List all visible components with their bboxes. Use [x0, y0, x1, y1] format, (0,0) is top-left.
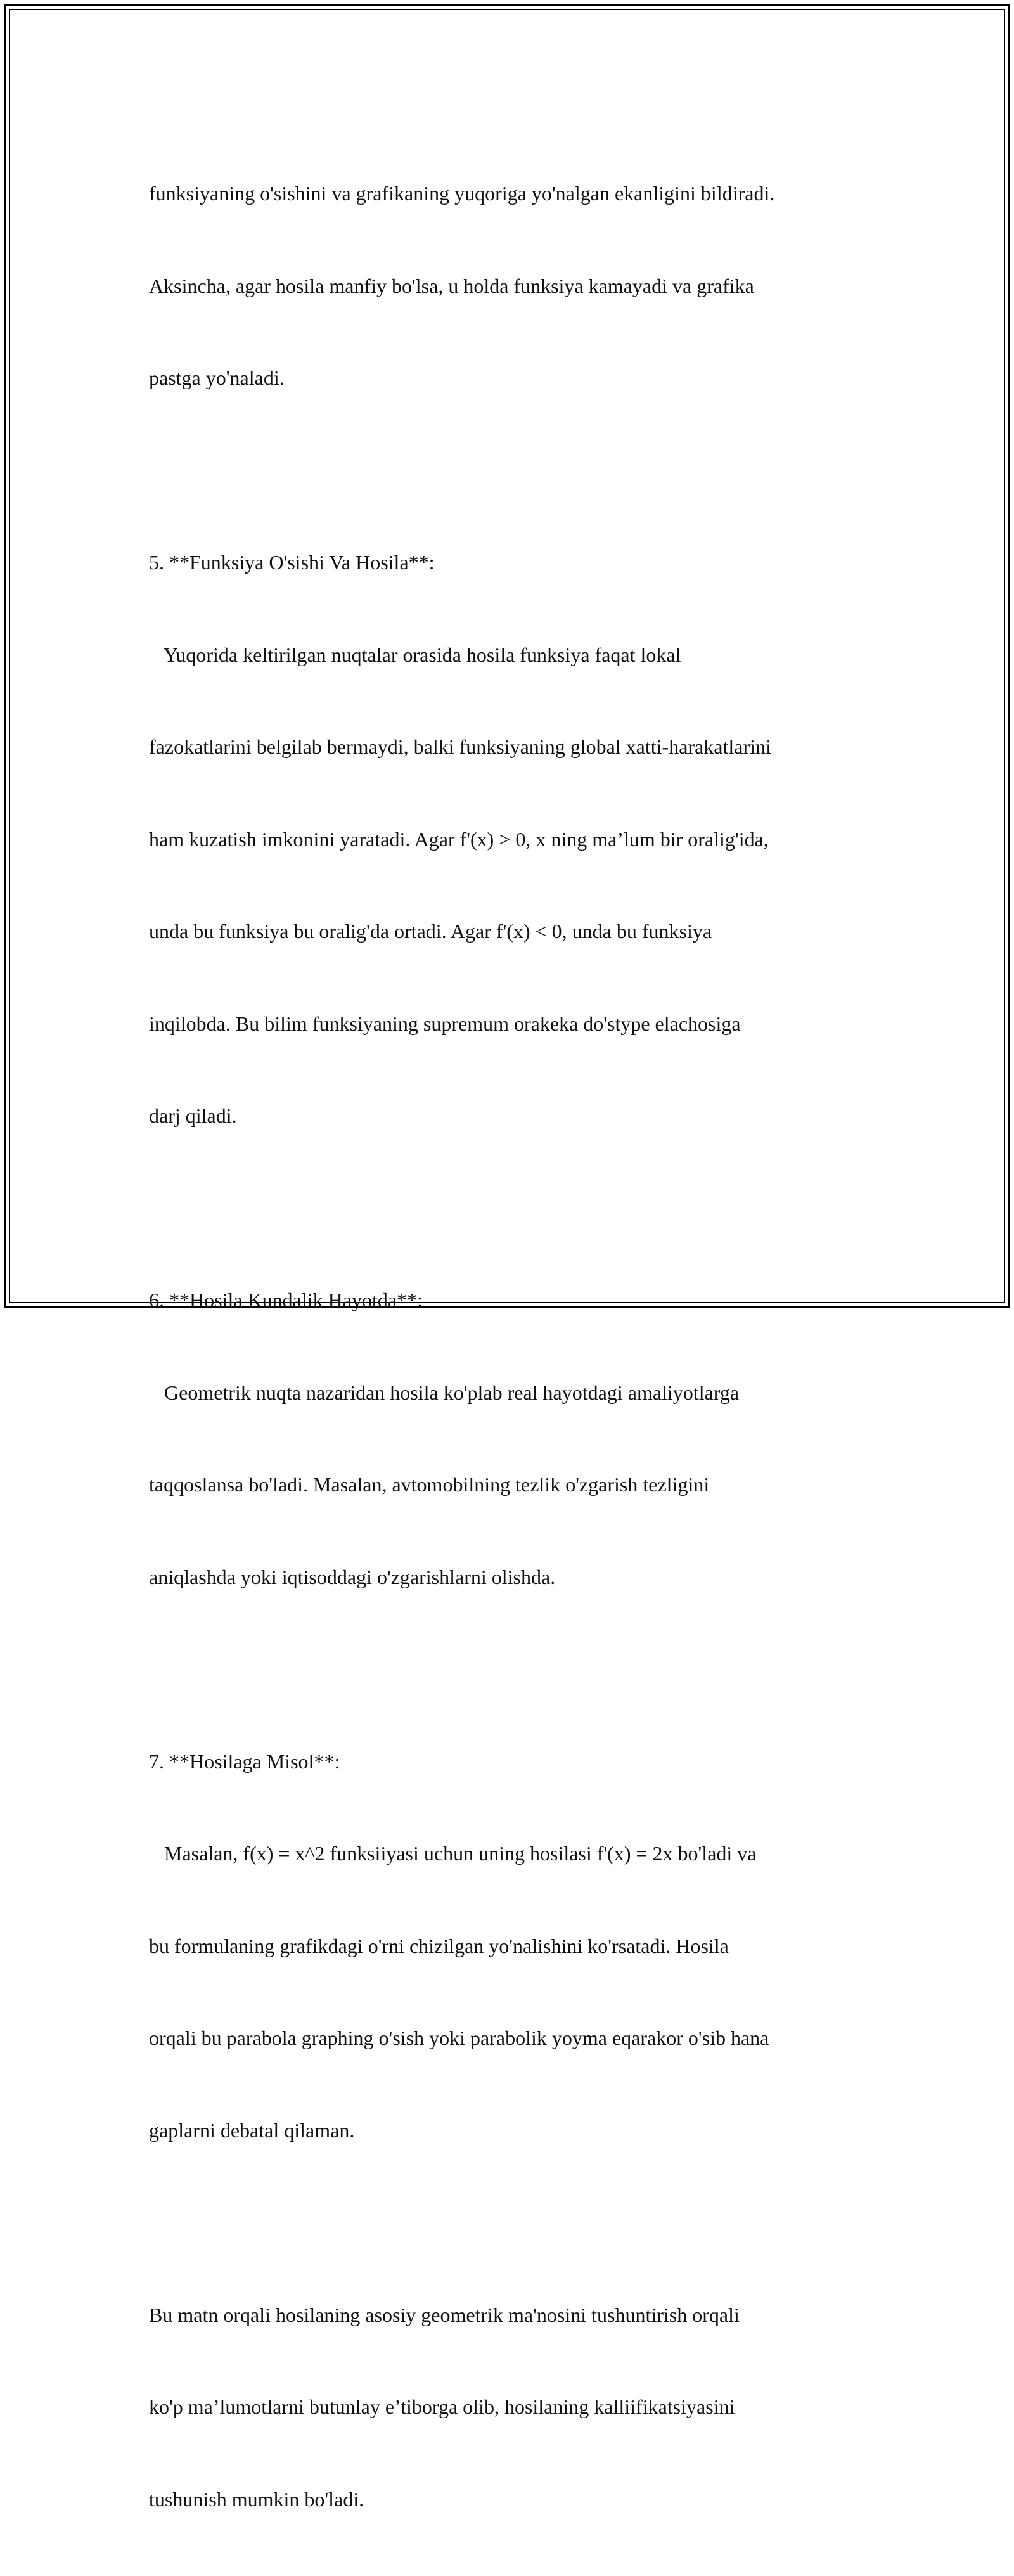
text-line: taqqoslansa bo'ladi. Masalan, avtomobilning tezlik o'zgarish tezligini — [149, 1469, 878, 1500]
text-line: gaplarni debatal qilaman. — [149, 2115, 878, 2146]
text-line: tushunish mumkin bo'ladi. — [149, 2484, 878, 2515]
section-7-heading: 7. **Hosilaga Misol**: — [149, 1746, 878, 1777]
text-line: Bu matn orqali hosilaning asosiy geometrik ma'nosini tushuntirish orqali — [149, 2300, 878, 2331]
text-line: unda bu funksiya bu oralig'da ortadi. Agar f'(x) < 0, unda bu funksiya — [149, 916, 878, 947]
text-line: Masalan, f(x) = x^2 funksiiyasi uchun uning hosilasi f'(x) = 2x bo'ladi va — [149, 1838, 878, 1869]
text-line: ham kuzatish imkonini yaratadi. Agar f'(x) > 0, x ning ma’lum bir oralig'ida, — [149, 824, 878, 855]
text-line: fazokatlarini belgilab bermaydi, balki funksiyaning global xatti-harakatlarini — [149, 731, 878, 763]
intro-paragraph — [149, 117, 878, 455]
text-line: aniqlashda yoki iqtisoddagi o'zgarishlarni olishda. — [149, 1562, 878, 1593]
section-5 — [149, 486, 878, 1193]
paragraph-gap — [149, 455, 878, 486]
text-line: bu formulaning grafikdagi o'rni chizilgan yo'nalishini ko'rsatadi. Hosila — [149, 1931, 878, 1962]
text-line: darj qiladi. — [149, 1100, 878, 1131]
text-line: orqali bu parabola graphing o'sish yoki parabolik yoyma eqarakor o'sib hana — [149, 2023, 878, 2054]
document-body — [149, 117, 878, 2576]
section-5-heading: 5. **Funksiya O'sіshi Va Hosila**: — [149, 547, 878, 578]
section-7 — [149, 1685, 878, 2208]
conclusion-paragraph — [149, 2238, 878, 2576]
paragraph-gap — [149, 1654, 878, 1685]
text-line: Yuqorida keltirilgan nuqtalar orasida hosila funksiya faqat lokal — [149, 640, 878, 671]
section-6 — [149, 1223, 878, 1654]
text-line: funksiyaning o'sіshini va grafikaning yuqoriga yo'nalgan ekanligini bildiradi. — [149, 178, 878, 209]
text-line: ko'p ma’lumotlarni butunlay e’tiborga olib, hosilaning kalliifikatsiyasini — [149, 2392, 878, 2423]
text-line: inqilobda. Bu bilim funksiyaning supremum orakeka do'stype elachosiga — [149, 1008, 878, 1040]
text-line: Geometrik nuqta nazaridan hosila ko'plab real hayotdagi amaliyotlarga — [149, 1377, 878, 1408]
text-line: pastga yo'naladi. — [149, 363, 878, 394]
section-6-heading: 6. **Hosila Kundalik Hayotda**: — [149, 1285, 878, 1316]
paragraph-gap — [149, 2207, 878, 2238]
paragraph-gap — [149, 1193, 878, 1224]
text-line: Aksincha, agar hosila manfiy bo'lsa, u holda funksiya kamayadi va grafika — [149, 271, 878, 302]
